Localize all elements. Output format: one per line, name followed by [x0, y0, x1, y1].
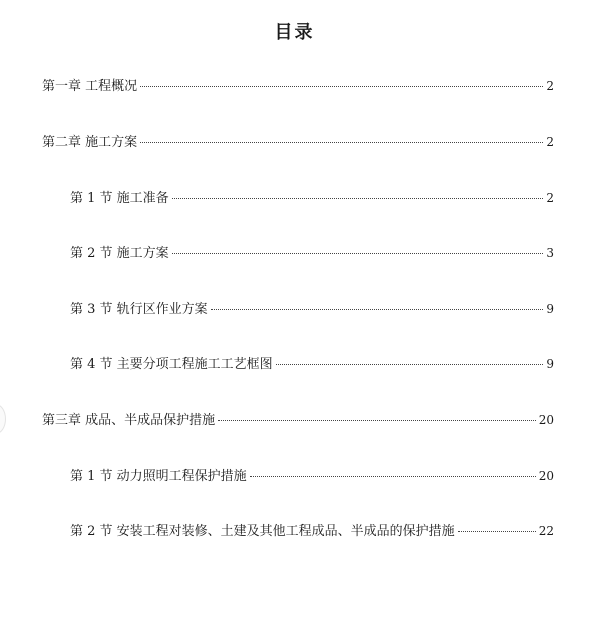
toc-entry-chapter-2-section-4[interactable] — [70, 355, 554, 373]
toc-entry-chapter-3-section-1[interactable] — [70, 467, 554, 485]
toc-entry-chapter-3[interactable] — [42, 411, 554, 429]
toc-entry-chapter-2-section-2[interactable] — [70, 244, 554, 262]
toc-entry-text: 第 2 节 施工方案 — [70, 246, 169, 261]
toc-page-number: 20 — [538, 413, 554, 427]
toc-dot-leader — [140, 86, 543, 87]
toc-entry-text: 第一章 工程概况 — [42, 79, 138, 94]
toc-page-number: 9 — [546, 357, 554, 371]
toc-entry-chapter-1[interactable] — [42, 77, 554, 95]
toc-entry-text: 第 1 节 动力照明工程保护措施 — [70, 469, 247, 484]
toc-page-number: 2 — [546, 135, 554, 149]
toc-page-number: 2 — [546, 191, 554, 205]
toc-dot-leader — [458, 531, 536, 532]
toc-dot-leader — [211, 309, 544, 310]
toc-entry-text: 第 4 节 主要分项工程施工工艺框图 — [70, 357, 273, 372]
toc-page-number: 9 — [546, 302, 554, 316]
toc-entry-chapter-2-section-1[interactable] — [70, 189, 554, 207]
toc-dot-leader — [172, 253, 544, 254]
toc-dot-leader — [218, 420, 536, 421]
toc-entry-text: 第二章 施工方案 — [42, 135, 138, 150]
toc-entry-text: 第三章 成品、半成品保护措施 — [42, 413, 216, 428]
toc-page-number: 22 — [538, 524, 554, 538]
toc-page-number: 2 — [546, 79, 554, 93]
toc-entry-chapter-3-section-2[interactable] — [70, 522, 554, 540]
page-edge-handle — [0, 404, 6, 434]
toc-entry-chapter-2-section-3[interactable] — [70, 300, 554, 318]
toc-dot-leader — [250, 476, 536, 477]
toc-title: 目录 — [274, 22, 315, 43]
toc-entry-text: 第 1 节 施工准备 — [70, 191, 169, 206]
toc-entry-text: 第 2 节 安装工程对装修、土建及其他工程成品、半成品的保护措施 — [70, 524, 455, 539]
toc-dot-leader — [276, 364, 544, 365]
toc-dot-leader — [172, 198, 544, 199]
toc-page-number: 3 — [546, 246, 554, 260]
toc-page-number: 20 — [538, 469, 554, 483]
toc-entry-text: 第 3 节 轨行区作业方案 — [70, 302, 208, 317]
toc-dot-leader — [140, 142, 543, 143]
toc-entry-chapter-2[interactable] — [42, 133, 554, 151]
